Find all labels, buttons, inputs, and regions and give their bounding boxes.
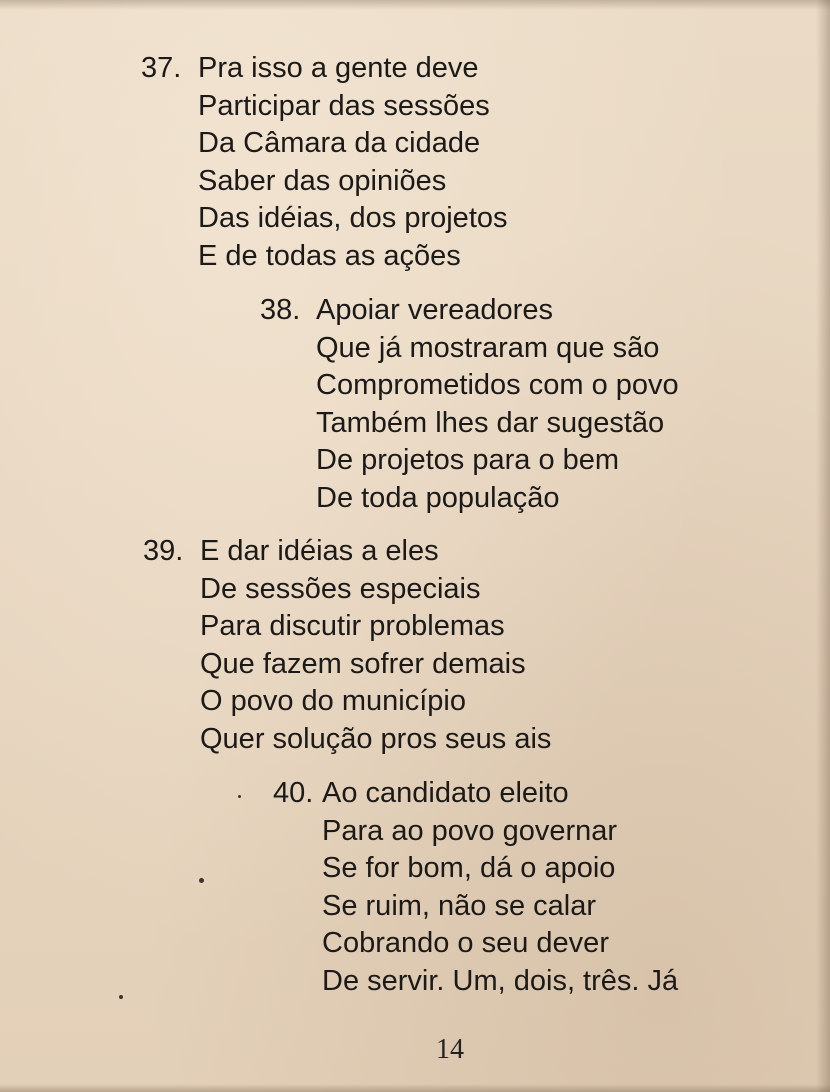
stanza-first-line: [143, 533, 551, 571]
verse-line: Comprometidos com o povo: [316, 369, 679, 401]
verse-line: De servir. Um, dois, três. Já: [322, 964, 679, 997]
paper-speck: [199, 878, 204, 883]
verse-line: De projetos para o bem: [316, 444, 620, 476]
verse-line: E dar idéias a eles: [200, 535, 439, 567]
verse-line: Se for bom, dá o apoio: [322, 852, 616, 884]
stanza-number: 39.: [143, 535, 184, 567]
verse-line: Da Câmara da cidade: [198, 127, 481, 159]
stanza-first-line: [260, 292, 679, 330]
verse-line: Também lhes dar sugestão: [316, 406, 665, 439]
verse-line: Que fazem sofrer demais: [200, 647, 526, 680]
verse-line: E de todas as ações: [198, 239, 461, 272]
page-top-shadow: [0, 0, 830, 10]
verse-line: Saber das opiniões: [198, 164, 447, 197]
verse-line: Para discutir problemas: [200, 610, 505, 642]
page-bottom-shadow: [0, 1084, 830, 1092]
stanza-number: 37.: [141, 52, 182, 84]
verse-line: Cobrando o seu dever: [322, 927, 609, 959]
stanza-40: [273, 775, 678, 1000]
stanza-first-line: [141, 50, 508, 88]
verse-line: De toda população: [316, 481, 560, 514]
verse-line: De sessões especiais: [200, 572, 481, 605]
stanza-39: [143, 533, 551, 758]
verse-line: Para ao povo governar: [322, 814, 618, 847]
verse-line: Ao candidato eleito: [322, 777, 569, 809]
verse-line: Que já mostraram que são: [316, 331, 660, 364]
verse-line: Das idéias, dos projetos: [198, 202, 508, 234]
page-number: 14: [436, 1034, 464, 1065]
paper-speck: [119, 995, 123, 999]
verse-line: Participar das sessões: [198, 89, 490, 122]
stanza-first-line: [273, 775, 678, 813]
stanza-37: [141, 50, 508, 275]
stanza-number: 38.: [260, 294, 301, 326]
stanza-number: 40.: [273, 777, 314, 809]
paper-speck: [238, 795, 241, 798]
verse-line: Quer solução pros seus ais: [200, 722, 552, 755]
page-right-shadow: [816, 0, 830, 1092]
verse-line: Pra isso a gente deve: [198, 52, 479, 84]
stanza-38: [260, 292, 679, 517]
verse-line: Apoiar vereadores: [316, 294, 553, 326]
verse-line: Se ruim, não se calar: [322, 889, 597, 922]
verse-line: O povo do município: [200, 685, 466, 717]
